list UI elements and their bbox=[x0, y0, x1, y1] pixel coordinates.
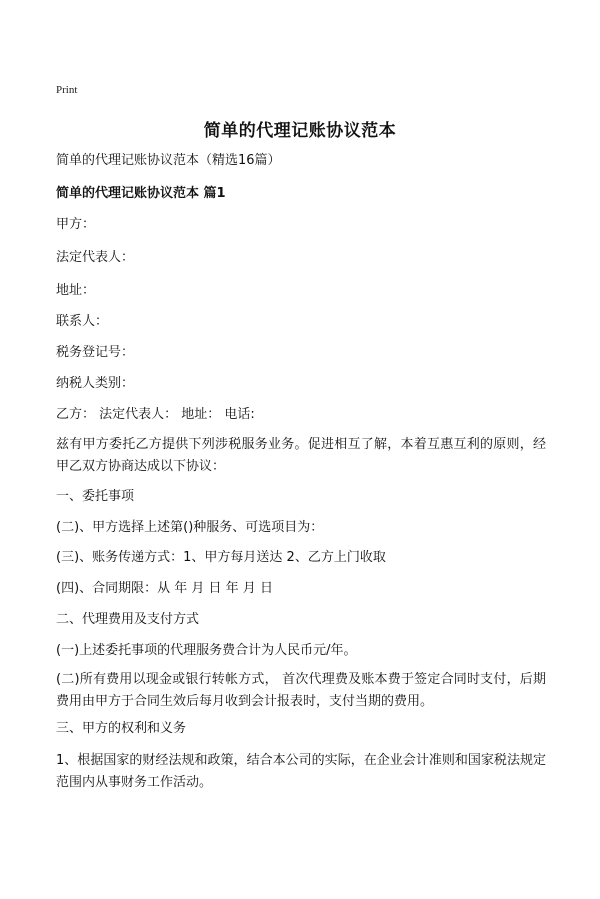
intro-paragraph: 兹有甲方委托乙方提供下列涉税服务业务。促进相互了解，本着互惠互利的原则，经甲乙双方协商达成以下协议： bbox=[56, 437, 546, 474]
section-two-heading: 二、代理费用及支付方式 bbox=[56, 612, 200, 627]
contact-label: 联系人： bbox=[56, 314, 109, 329]
fee-clause-2: (二)所有费用以现金或银行转帐方式， 首次代理费及账本费于签定合同时支付，后期费用由甲方于合同生效后每月收到会计报表时，支付当期的费用。 bbox=[56, 672, 546, 709]
rights-clause-1: 1、根据国家的财经法规和政策，结合本公司的实际，在企业会计准则和国家税法规定范围内从事财务工作活动。 bbox=[56, 753, 546, 790]
fee-clause-1: (一)上述委托事项的代理服务费合计为人民币元/年。 bbox=[56, 643, 357, 658]
document-subtitle: 简单的代理记账协议范本（精选16篇） bbox=[56, 153, 281, 168]
tax-registration-label: 税务登记号： bbox=[56, 345, 135, 360]
address-label: 地址： bbox=[56, 283, 96, 298]
section-one-heading: 一、委托事项 bbox=[56, 489, 135, 504]
section-three-heading: 三、甲方的权利和义务 bbox=[56, 721, 187, 736]
taxpayer-category-label: 纳税人类别： bbox=[56, 376, 135, 391]
party-b-line: 乙方： 法定代表人： 地址： 电话: bbox=[56, 407, 255, 422]
legal-representative-label: 法定代表人： bbox=[56, 250, 135, 265]
clause-4: (四)、合同期限：从 年 月 日 年 月 日 bbox=[56, 581, 273, 596]
party-a-label: 甲方： bbox=[56, 217, 96, 232]
clause-2: (二)、甲方选择上述第()种服务、可选项目为： bbox=[56, 520, 324, 535]
clause-3: (三)、账务传递方式：1、甲方每月送达 2、乙方上门收取 bbox=[56, 550, 386, 565]
document-title: 简单的代理记账协议范本 bbox=[203, 121, 397, 141]
section-heading: 简单的代理记账协议范本 篇1 bbox=[56, 186, 226, 201]
print-label: Print bbox=[56, 84, 78, 96]
